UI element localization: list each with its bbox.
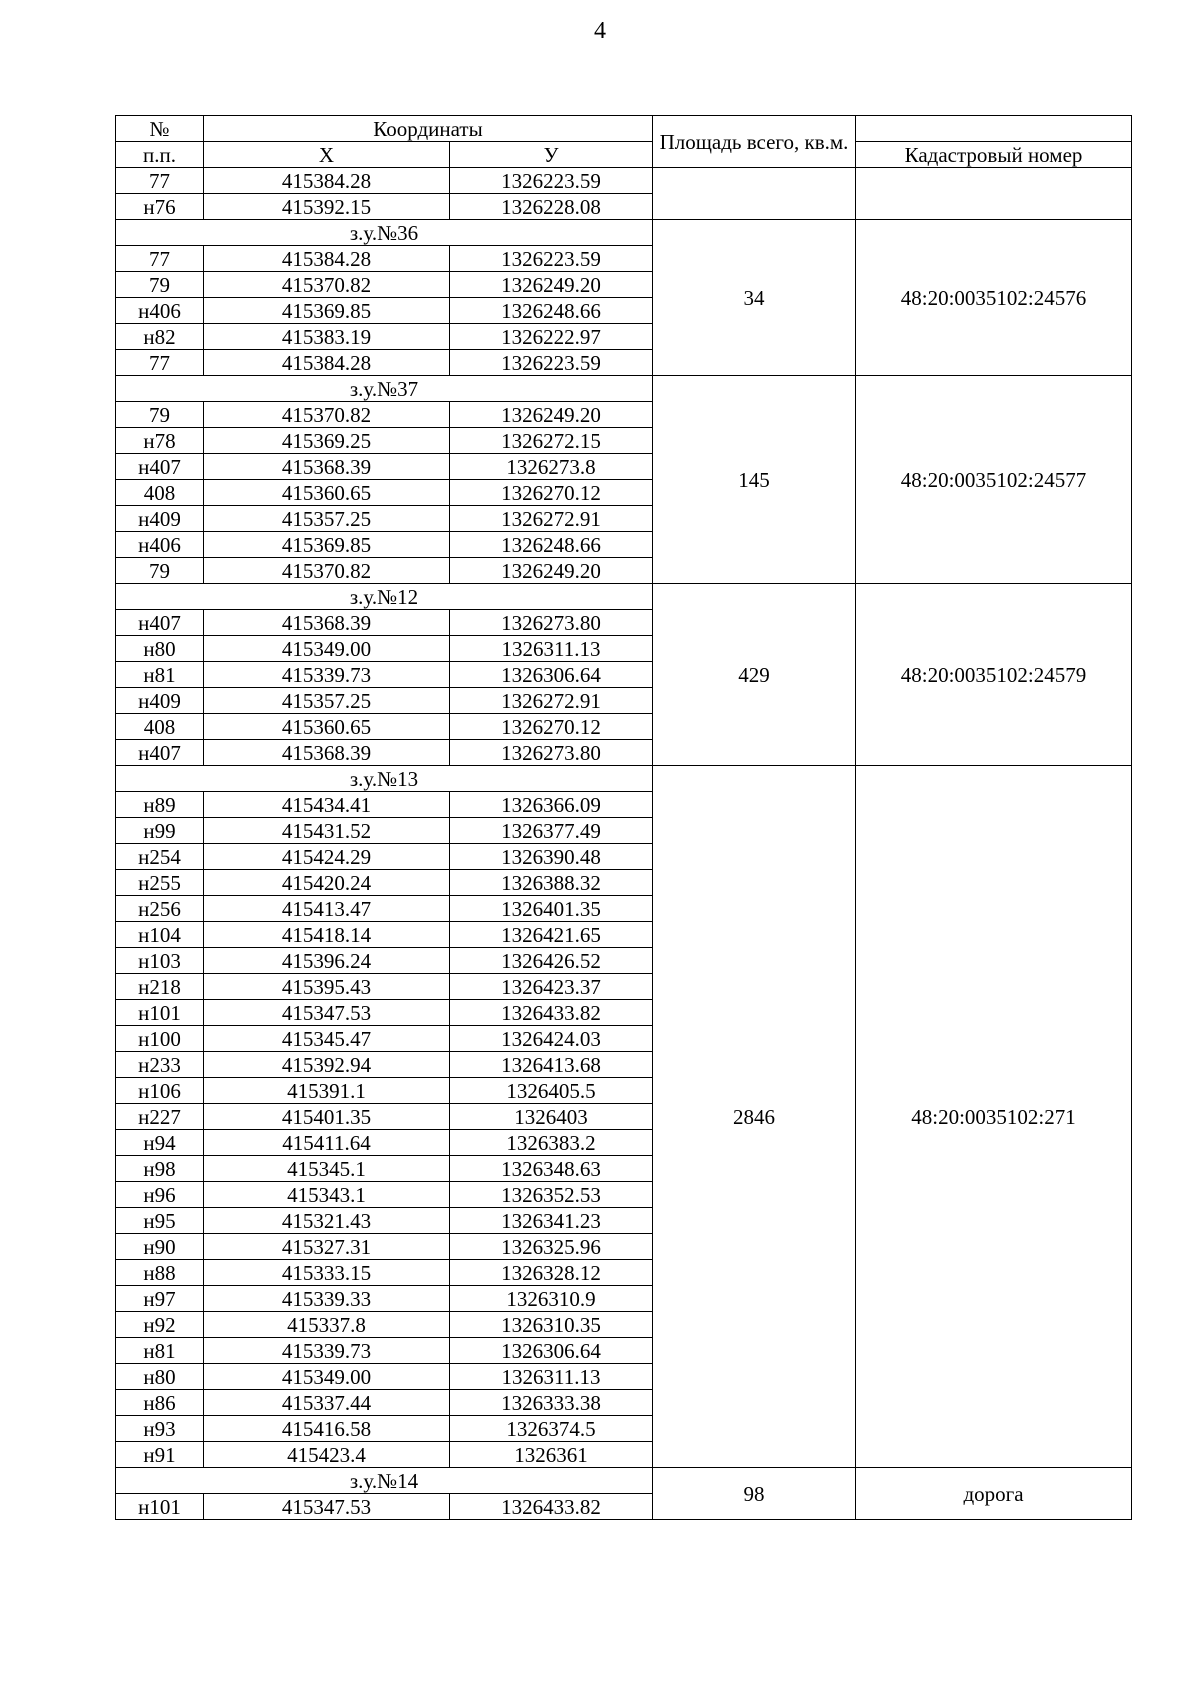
- x-coordinate-cell: 415339.33: [204, 1286, 450, 1312]
- x-coordinate-cell: 415368.39: [204, 610, 450, 636]
- point-number-cell: 77: [116, 168, 204, 194]
- x-coordinate-cell: 415349.00: [204, 636, 450, 662]
- point-number-cell: н407: [116, 454, 204, 480]
- y-coordinate-cell: 1326248.66: [450, 532, 653, 558]
- point-number-cell: н89: [116, 792, 204, 818]
- point-number-cell: н407: [116, 740, 204, 766]
- x-coordinate-cell: 415413.47: [204, 896, 450, 922]
- point-number-cell: н76: [116, 194, 204, 220]
- section-row: [116, 1468, 1132, 1494]
- point-number-cell: н255: [116, 870, 204, 896]
- point-number-cell: н93: [116, 1416, 204, 1442]
- y-coordinate-cell: 1326306.64: [450, 1338, 653, 1364]
- point-number-cell: н406: [116, 298, 204, 324]
- x-coordinate-cell: 415383.19: [204, 324, 450, 350]
- header-cadastre: Кадастровый номер: [856, 142, 1132, 168]
- x-coordinate-cell: 415357.25: [204, 506, 450, 532]
- section-title: з.у.№12: [116, 584, 653, 610]
- y-coordinate-cell: 1326270.12: [450, 480, 653, 506]
- point-number-cell: 408: [116, 714, 204, 740]
- x-coordinate-cell: 415391.1: [204, 1078, 450, 1104]
- x-coordinate-cell: 415392.15: [204, 194, 450, 220]
- y-coordinate-cell: 1326311.13: [450, 1364, 653, 1390]
- header-x: Х: [204, 142, 450, 168]
- y-coordinate-cell: 1326405.5: [450, 1078, 653, 1104]
- x-coordinate-cell: 415337.44: [204, 1390, 450, 1416]
- y-coordinate-cell: 1326377.49: [450, 818, 653, 844]
- x-coordinate-cell: 415434.41: [204, 792, 450, 818]
- x-coordinate-cell: 415370.82: [204, 402, 450, 428]
- cadastral-number-cell: дорога: [856, 1468, 1132, 1520]
- x-coordinate-cell: 415370.82: [204, 558, 450, 584]
- x-coordinate-cell: 415384.28: [204, 246, 450, 272]
- section-row: [116, 376, 1132, 402]
- y-coordinate-cell: 1326401.35: [450, 896, 653, 922]
- x-coordinate-cell: 415368.39: [204, 740, 450, 766]
- y-coordinate-cell: 1326273.80: [450, 740, 653, 766]
- table-row: [116, 168, 1132, 194]
- point-number-cell: н101: [116, 1000, 204, 1026]
- y-coordinate-cell: 1326273.80: [450, 610, 653, 636]
- header-blank-cell: [856, 116, 1132, 142]
- y-coordinate-cell: 1326223.59: [450, 246, 653, 272]
- section-row: [116, 766, 1132, 792]
- point-number-cell: н218: [116, 974, 204, 1000]
- y-coordinate-cell: 1326270.12: [450, 714, 653, 740]
- cadastral-number-cell: 48:20:0035102:24576: [856, 220, 1132, 376]
- point-number-cell: н80: [116, 1364, 204, 1390]
- x-coordinate-cell: 415431.52: [204, 818, 450, 844]
- y-coordinate-cell: 1326223.59: [450, 168, 653, 194]
- x-coordinate-cell: 415418.14: [204, 922, 450, 948]
- point-number-cell: н91: [116, 1442, 204, 1468]
- area-cell: 145: [653, 376, 856, 584]
- y-coordinate-cell: 1326424.03: [450, 1026, 653, 1052]
- x-coordinate-cell: 415345.47: [204, 1026, 450, 1052]
- point-number-cell: н406: [116, 532, 204, 558]
- coordinates-table: [115, 115, 1132, 1520]
- point-number-cell: н92: [116, 1312, 204, 1338]
- x-coordinate-cell: 415416.58: [204, 1416, 450, 1442]
- y-coordinate-cell: 1326426.52: [450, 948, 653, 974]
- x-coordinate-cell: 415369.85: [204, 298, 450, 324]
- y-coordinate-cell: 1326328.12: [450, 1260, 653, 1286]
- y-coordinate-cell: 1326433.82: [450, 1000, 653, 1026]
- x-coordinate-cell: 415424.29: [204, 844, 450, 870]
- x-coordinate-cell: 415423.4: [204, 1442, 450, 1468]
- point-number-cell: н103: [116, 948, 204, 974]
- cadastral-number-cell: [856, 168, 1132, 220]
- y-coordinate-cell: 1326333.38: [450, 1390, 653, 1416]
- point-number-cell: н81: [116, 662, 204, 688]
- point-number-cell: н227: [116, 1104, 204, 1130]
- area-cell: 34: [653, 220, 856, 376]
- section-title: з.у.№14: [116, 1468, 653, 1494]
- point-number-cell: 408: [116, 480, 204, 506]
- x-coordinate-cell: 415396.24: [204, 948, 450, 974]
- y-coordinate-cell: 1326421.65: [450, 922, 653, 948]
- x-coordinate-cell: 415384.28: [204, 168, 450, 194]
- point-number-cell: н106: [116, 1078, 204, 1104]
- point-number-cell: н80: [116, 636, 204, 662]
- x-coordinate-cell: 415384.28: [204, 350, 450, 376]
- y-coordinate-cell: 1326249.20: [450, 272, 653, 298]
- header-num-line2: п.п.: [116, 142, 204, 168]
- point-number-cell: н97: [116, 1286, 204, 1312]
- point-number-cell: 79: [116, 558, 204, 584]
- table-header-row-1: [116, 116, 1132, 142]
- y-coordinate-cell: 1326223.59: [450, 350, 653, 376]
- x-coordinate-cell: 415339.73: [204, 1338, 450, 1364]
- y-coordinate-cell: 1326352.53: [450, 1182, 653, 1208]
- point-number-cell: н256: [116, 896, 204, 922]
- y-coordinate-cell: 1326310.9: [450, 1286, 653, 1312]
- section-row: [116, 220, 1132, 246]
- y-coordinate-cell: 1326413.68: [450, 1052, 653, 1078]
- x-coordinate-cell: 415337.8: [204, 1312, 450, 1338]
- header-coordinates: Координаты: [204, 116, 653, 142]
- y-coordinate-cell: 1326272.15: [450, 428, 653, 454]
- y-coordinate-cell: 1326390.48: [450, 844, 653, 870]
- x-coordinate-cell: 415345.1: [204, 1156, 450, 1182]
- point-number-cell: н81: [116, 1338, 204, 1364]
- page-number: 4: [594, 18, 606, 44]
- x-coordinate-cell: 415369.25: [204, 428, 450, 454]
- section-title: з.у.№36: [116, 220, 653, 246]
- x-coordinate-cell: 415347.53: [204, 1000, 450, 1026]
- cadastral-number-cell: 48:20:0035102:24579: [856, 584, 1132, 766]
- point-number-cell: н100: [116, 1026, 204, 1052]
- point-number-cell: 79: [116, 402, 204, 428]
- x-coordinate-cell: 415360.65: [204, 714, 450, 740]
- point-number-cell: н409: [116, 688, 204, 714]
- y-coordinate-cell: 1326310.35: [450, 1312, 653, 1338]
- x-coordinate-cell: 415321.43: [204, 1208, 450, 1234]
- header-y: У: [450, 142, 653, 168]
- point-number-cell: н95: [116, 1208, 204, 1234]
- y-coordinate-cell: 1326383.2: [450, 1130, 653, 1156]
- x-coordinate-cell: 415349.00: [204, 1364, 450, 1390]
- x-coordinate-cell: 415420.24: [204, 870, 450, 896]
- cadastral-number-cell: 48:20:0035102:24577: [856, 376, 1132, 584]
- section-title: з.у.№13: [116, 766, 653, 792]
- x-coordinate-cell: 415369.85: [204, 532, 450, 558]
- x-coordinate-cell: 415368.39: [204, 454, 450, 480]
- x-coordinate-cell: 415392.94: [204, 1052, 450, 1078]
- y-coordinate-cell: 1326228.08: [450, 194, 653, 220]
- point-number-cell: н409: [116, 506, 204, 532]
- y-coordinate-cell: 1326311.13: [450, 636, 653, 662]
- header-num-line1: №: [116, 116, 204, 142]
- x-coordinate-cell: 415343.1: [204, 1182, 450, 1208]
- point-number-cell: 79: [116, 272, 204, 298]
- section-row: [116, 584, 1132, 610]
- table-header-row-2: [116, 142, 1132, 168]
- y-coordinate-cell: 1326341.23: [450, 1208, 653, 1234]
- y-coordinate-cell: 1326366.09: [450, 792, 653, 818]
- point-number-cell: н101: [116, 1494, 204, 1520]
- point-number-cell: н86: [116, 1390, 204, 1416]
- area-cell: 2846: [653, 766, 856, 1468]
- y-coordinate-cell: 1326361: [450, 1442, 653, 1468]
- x-coordinate-cell: 415347.53: [204, 1494, 450, 1520]
- point-number-cell: 77: [116, 350, 204, 376]
- x-coordinate-cell: 415411.64: [204, 1130, 450, 1156]
- section-title: з.у.№37: [116, 376, 653, 402]
- area-cell: [653, 168, 856, 220]
- point-number-cell: н104: [116, 922, 204, 948]
- x-coordinate-cell: 415395.43: [204, 974, 450, 1000]
- y-coordinate-cell: 1326248.66: [450, 298, 653, 324]
- y-coordinate-cell: 1326272.91: [450, 688, 653, 714]
- point-number-cell: н90: [116, 1234, 204, 1260]
- y-coordinate-cell: 1326388.32: [450, 870, 653, 896]
- y-coordinate-cell: 1326423.37: [450, 974, 653, 1000]
- point-number-cell: н98: [116, 1156, 204, 1182]
- x-coordinate-cell: 415327.31: [204, 1234, 450, 1260]
- point-number-cell: н233: [116, 1052, 204, 1078]
- point-number-cell: н99: [116, 818, 204, 844]
- x-coordinate-cell: 415360.65: [204, 480, 450, 506]
- y-coordinate-cell: 1326249.20: [450, 558, 653, 584]
- y-coordinate-cell: 1326325.96: [450, 1234, 653, 1260]
- y-coordinate-cell: 1326433.82: [450, 1494, 653, 1520]
- x-coordinate-cell: 415401.35: [204, 1104, 450, 1130]
- y-coordinate-cell: 1326306.64: [450, 662, 653, 688]
- point-number-cell: н78: [116, 428, 204, 454]
- header-area: Площадь всего, кв.м.: [653, 116, 856, 168]
- y-coordinate-cell: 1326374.5: [450, 1416, 653, 1442]
- area-cell: 98: [653, 1468, 856, 1520]
- y-coordinate-cell: 1326348.63: [450, 1156, 653, 1182]
- y-coordinate-cell: 1326272.91: [450, 506, 653, 532]
- point-number-cell: 77: [116, 246, 204, 272]
- x-coordinate-cell: 415357.25: [204, 688, 450, 714]
- point-number-cell: н254: [116, 844, 204, 870]
- y-coordinate-cell: 1326249.20: [450, 402, 653, 428]
- x-coordinate-cell: 415339.73: [204, 662, 450, 688]
- point-number-cell: н82: [116, 324, 204, 350]
- x-coordinate-cell: 415370.82: [204, 272, 450, 298]
- y-coordinate-cell: 1326273.8: [450, 454, 653, 480]
- area-cell: 429: [653, 584, 856, 766]
- cadastral-number-cell: 48:20:0035102:271: [856, 766, 1132, 1468]
- point-number-cell: н88: [116, 1260, 204, 1286]
- point-number-cell: н94: [116, 1130, 204, 1156]
- coordinates-table-body: [116, 116, 1132, 1520]
- y-coordinate-cell: 1326222.97: [450, 324, 653, 350]
- x-coordinate-cell: 415333.15: [204, 1260, 450, 1286]
- point-number-cell: н407: [116, 610, 204, 636]
- point-number-cell: н96: [116, 1182, 204, 1208]
- y-coordinate-cell: 1326403: [450, 1104, 653, 1130]
